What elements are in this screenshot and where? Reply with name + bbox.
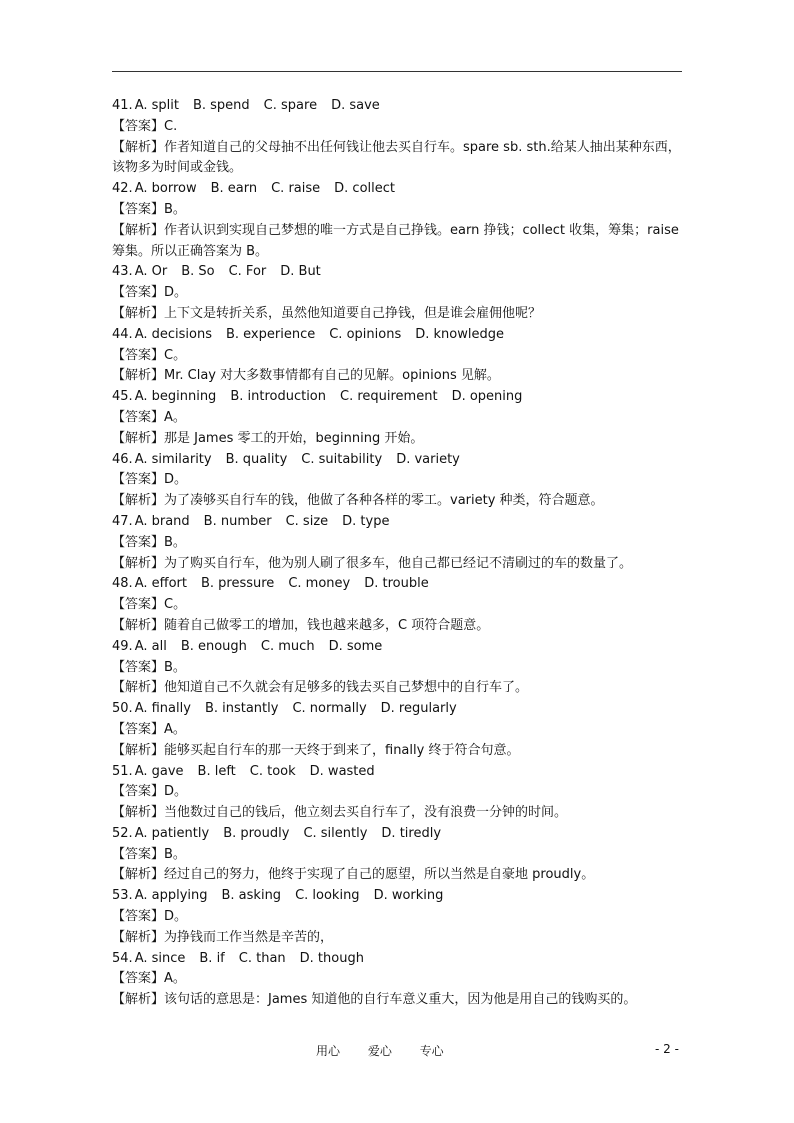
- answer-line: 【答案】A。: [112, 721, 186, 737]
- analysis-line: 【解析】作者认识到实现自己梦想的唯一方式是自己挣钱。earn 挣钱；collect 收集，筹集；raise 筹集。所以正确答案为 B。: [112, 222, 683, 259]
- option-b: B. instantly: [204, 701, 279, 717]
- option-c: C. took: [249, 763, 296, 779]
- footer-motto: 用心 爱心 专心: [316, 1044, 444, 1058]
- option-c: C. raise: [271, 181, 321, 197]
- option-a: A. similarity: [134, 451, 212, 467]
- answer-line: 【答案】C。: [112, 347, 187, 363]
- option-d: D. though: [299, 950, 364, 966]
- question-number: 42.: [112, 181, 133, 197]
- option-b: B. if: [199, 950, 225, 966]
- analysis-line: 【解析】Mr. Clay 对大多数事情都有自己的见解。opinions 见解。: [112, 368, 500, 384]
- answer-line: 【答案】D。: [112, 472, 188, 488]
- question-number: 46.: [112, 451, 133, 467]
- option-a: A. beginning: [134, 389, 217, 405]
- option-d: D. some: [328, 638, 383, 654]
- question-number: 54.: [112, 950, 133, 966]
- option-c: C. For: [228, 264, 267, 280]
- question-item: [112, 699, 686, 761]
- option-b: B. So: [181, 264, 215, 280]
- question-number: 41.: [112, 98, 133, 113]
- option-d: D. type: [342, 513, 390, 529]
- answer-line: 【答案】A。: [112, 409, 186, 425]
- option-a: A. split: [134, 98, 179, 113]
- option-b: B. number: [203, 513, 272, 529]
- question-options-line: [112, 262, 686, 283]
- question-options-line: [112, 824, 686, 845]
- option-d: D. But: [280, 264, 321, 280]
- option-a: A. applying: [134, 888, 208, 904]
- option-a: A. effort: [134, 576, 187, 592]
- question-options-line: [112, 179, 686, 200]
- answer-line: 【答案】C。: [112, 597, 187, 613]
- option-d: D. regularly: [380, 701, 457, 717]
- question-item: [112, 949, 686, 1011]
- analysis-line: 【解析】上下文是转折关系，虽然他知道要自己挣钱，但是谁会雇佣他呢？: [112, 305, 542, 321]
- question-options-line: [112, 949, 686, 970]
- question-options-line: [112, 96, 686, 117]
- question-item: [112, 824, 686, 886]
- analysis-line: 【解析】为了购买自行车，他为别人刷了很多车，他自己都已经记不清刷过的车的数量了。: [112, 555, 633, 571]
- question-number: 49.: [112, 638, 133, 654]
- analysis-line: 【解析】作者知道自己的父母抽不出任何钱让他去买自行车。spare sb. sth.给某人抽出某种东西，该物多为时间或金钱。: [112, 139, 681, 176]
- option-b: B. asking: [221, 888, 282, 904]
- question-number: 44.: [112, 326, 133, 342]
- option-c: C. than: [238, 950, 286, 966]
- answer-line: 【答案】B。: [112, 846, 186, 862]
- option-a: A. all: [134, 638, 167, 654]
- option-b: B. earn: [210, 181, 258, 197]
- option-a: A. gave: [134, 763, 184, 779]
- option-a: A. finally: [134, 701, 191, 717]
- option-d: D. wasted: [309, 763, 375, 779]
- question-options-line: [112, 637, 686, 658]
- header-rule: [112, 71, 682, 72]
- analysis-line: 【解析】他知道自己不久就会有足够多的钱去买自己梦想中的自行车了。: [112, 680, 529, 696]
- page-number: - 2 -: [655, 1042, 679, 1056]
- option-a: A. patiently: [134, 825, 210, 841]
- analysis-line: 【解析】该句话的意思是：James 知道他的自行车意义重大，因为他是用自己的钱购买的。: [112, 992, 637, 1008]
- option-c: C. looking: [295, 888, 360, 904]
- option-d: D. variety: [396, 451, 460, 467]
- answer-line: 【答案】B。: [112, 534, 186, 550]
- option-c: C. requirement: [340, 389, 438, 405]
- question-options-line: [112, 886, 686, 907]
- option-a: A. since: [134, 950, 186, 966]
- option-b: B. spend: [192, 98, 250, 113]
- analysis-line: 【解析】能够买起自行车的那一天终于到来了，finally 终于符合句意。: [112, 742, 520, 758]
- question-item: [112, 637, 686, 699]
- question-item: [112, 262, 686, 324]
- answer-line: 【答案】D。: [112, 909, 188, 925]
- question-number: 45.: [112, 389, 133, 405]
- analysis-line: 【解析】当他数过自己的钱后，他立刻去买自行车了，没有浪费一分钟的时间。: [112, 805, 568, 821]
- question-options-line: [112, 325, 686, 346]
- analysis-line: 【解析】那是 James 零工的开始，beginning 开始。: [112, 430, 424, 446]
- question-options-line: [112, 512, 686, 533]
- option-c: C. size: [285, 513, 329, 529]
- question-item: [112, 96, 686, 179]
- question-options-line: [112, 450, 686, 471]
- analysis-line: 【解析】为挣钱而工作当然是辛苦的，: [112, 929, 334, 945]
- option-b: B. introduction: [230, 389, 326, 405]
- answer-line: 【答案】C.: [112, 118, 178, 134]
- answer-line: 【答案】A。: [112, 971, 186, 987]
- answer-line: 【答案】D。: [112, 784, 188, 800]
- option-a: A. decisions: [134, 326, 212, 342]
- option-d: D. collect: [334, 181, 395, 197]
- answer-line: 【答案】B。: [112, 659, 186, 675]
- question-options-line: [112, 699, 686, 720]
- option-c: C. money: [288, 576, 351, 592]
- option-b: B. pressure: [200, 576, 275, 592]
- question-number: 53.: [112, 888, 133, 904]
- answer-line: 【答案】D。: [112, 285, 188, 301]
- option-c: C. opinions: [329, 326, 402, 342]
- analysis-line: 【解析】经过自己的努力，他终于实现了自己的愿望，所以当然是自豪地 proudly。: [112, 867, 595, 883]
- option-a: A. brand: [134, 513, 190, 529]
- option-b: B. left: [197, 763, 236, 779]
- question-options-line: [112, 574, 686, 595]
- option-a: A. Or: [134, 264, 168, 280]
- question-number: 47.: [112, 513, 133, 529]
- option-b: B. enough: [180, 638, 247, 654]
- option-a: A. borrow: [134, 181, 197, 197]
- option-c: C. spare: [263, 98, 318, 113]
- option-b: B. experience: [225, 326, 316, 342]
- question-item: [112, 886, 686, 948]
- question-number: 43.: [112, 264, 133, 280]
- question-number: 48.: [112, 576, 133, 592]
- question-options-line: [112, 762, 686, 783]
- question-options-line: [112, 387, 686, 408]
- question-item: [112, 762, 686, 824]
- analysis-line: 【解析】为了凑够买自行车的钱，他做了各种各样的零工。variety 种类，符合题意。: [112, 493, 604, 509]
- question-item: [112, 512, 686, 574]
- option-d: D. trouble: [364, 576, 429, 592]
- option-d: D. opening: [451, 389, 523, 405]
- option-d: D. working: [373, 888, 444, 904]
- option-d: D. knowledge: [415, 326, 504, 342]
- question-item: [112, 325, 686, 387]
- analysis-line: 【解析】随着自己做零工的增加，钱也越来越多，C 项符合题意。: [112, 617, 490, 633]
- option-c: C. normally: [292, 701, 367, 717]
- option-d: D. save: [331, 98, 380, 113]
- question-number: 50.: [112, 701, 133, 717]
- question-item: [112, 179, 686, 262]
- option-c: C. silently: [303, 825, 368, 841]
- question-item: [112, 387, 686, 449]
- option-c: C. suitability: [301, 451, 383, 467]
- question-number: 51.: [112, 763, 133, 779]
- option-c: C. much: [260, 638, 315, 654]
- question-item: [112, 574, 686, 636]
- option-b: B. quality: [225, 451, 288, 467]
- question-item: [112, 450, 686, 512]
- answer-line: 【答案】B。: [112, 201, 186, 217]
- question-number: 52.: [112, 825, 133, 841]
- option-d: D. tiredly: [381, 825, 442, 841]
- option-b: B. proudly: [223, 825, 290, 841]
- question-list: [112, 96, 686, 1011]
- page-footer: [0, 1040, 794, 1060]
